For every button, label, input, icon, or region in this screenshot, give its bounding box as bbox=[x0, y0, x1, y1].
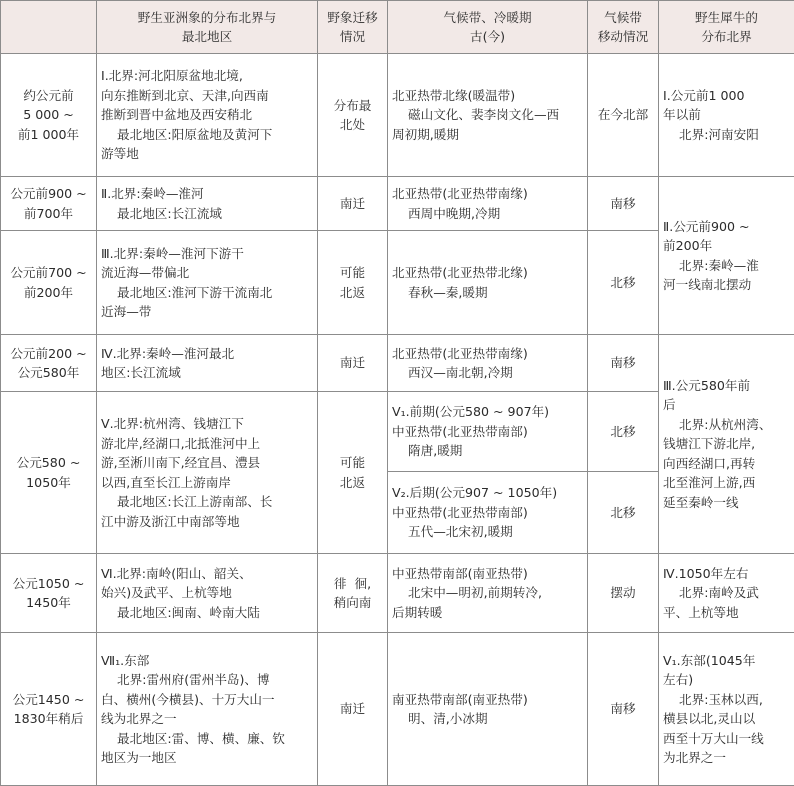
cell-line: 古(今) bbox=[469, 29, 505, 44]
header-rhino-range bbox=[659, 1, 794, 54]
cell-line: 江中游及浙江中南部等地 bbox=[101, 513, 240, 529]
cell-line: 情况 bbox=[339, 29, 366, 44]
cell-line: 摆动 bbox=[610, 585, 636, 601]
cell-line: 野象迁移 bbox=[327, 9, 378, 25]
migration-cell bbox=[318, 231, 388, 335]
climate-cell bbox=[388, 554, 588, 633]
climate-cell bbox=[388, 472, 588, 554]
zone-shift-cell bbox=[588, 231, 659, 335]
cell-line: 北亚热带(北亚热带南缘) bbox=[392, 186, 528, 201]
cell-line: 北界:秦岭—淮 bbox=[663, 257, 759, 273]
cell-line: 后期转暖 bbox=[392, 604, 443, 620]
cell-line: 公元580 ~ bbox=[16, 455, 81, 470]
cell-line: 流近海—带偏北 bbox=[101, 265, 190, 280]
cell-line: 徘 徊, bbox=[333, 575, 372, 591]
cell-line: 横县以北,灵山以 bbox=[663, 711, 756, 726]
cell-line: 移动情况 bbox=[597, 29, 649, 44]
cell-line: 5 000 ~ bbox=[23, 107, 74, 123]
cell-line: 南迁 bbox=[339, 701, 366, 717]
table-row bbox=[1, 335, 794, 392]
cell-line: 后 bbox=[663, 397, 676, 413]
cell-line: Ⅲ.北界:秦岭—淮河下游干 bbox=[101, 245, 244, 261]
cell-line: 南亚热带南部(南亚热带) bbox=[392, 691, 528, 707]
cell-line: 可能 bbox=[339, 455, 366, 470]
cell-line: 年以前 bbox=[663, 107, 701, 123]
cell-line: 最北地区:淮河下游干流南北 bbox=[101, 284, 273, 300]
elephant-range-cell bbox=[97, 392, 318, 554]
zone-shift-cell bbox=[588, 554, 659, 633]
cell-line: 游等地 bbox=[101, 146, 139, 162]
header-elephant-range bbox=[97, 1, 318, 54]
cell-line: 最北地区:阳原盆地及黄河下 bbox=[101, 126, 273, 142]
cell-line: 线为北界之一 bbox=[101, 711, 177, 726]
cell-line: 延至秦岭一线 bbox=[663, 494, 739, 510]
cell-line: 平、上杭等地 bbox=[663, 604, 739, 620]
cell-line: 北界:河南安阳 bbox=[663, 126, 759, 142]
climate-cell bbox=[388, 335, 588, 392]
cell-line: Ⅲ.公元580年前 bbox=[663, 377, 751, 393]
elephant-range-cell bbox=[97, 633, 318, 786]
cell-line: 地区为一地区 bbox=[101, 750, 177, 765]
cell-line: 1450年 bbox=[26, 595, 71, 610]
cell-line: 公元1450 ~ bbox=[12, 691, 85, 707]
cell-line: 隋唐,暖期 bbox=[392, 443, 463, 459]
cell-line: 气候带、冷暖期 bbox=[443, 9, 532, 25]
cell-line: Ⅴ₁.东部(1045年 bbox=[663, 652, 756, 668]
cell-line: 向西经湖口,再转 bbox=[663, 455, 756, 471]
cell-line: 北亚热带(北亚热带北缘) bbox=[392, 265, 528, 280]
cell-line: 最北地区:长江流域 bbox=[101, 205, 223, 221]
cell-line: 五代—北宋初,暖期 bbox=[392, 524, 513, 540]
period-cell bbox=[1, 54, 97, 177]
cell-line: 公元前700 ~ bbox=[10, 265, 87, 280]
zone-shift-cell bbox=[588, 392, 659, 472]
period-cell bbox=[1, 177, 97, 231]
cell-line: 在今北部 bbox=[597, 107, 649, 123]
cell-line: 以西,直至长江上游南岸 bbox=[101, 474, 231, 490]
cell-line: 北界:南岭及武 bbox=[663, 585, 759, 601]
cell-line: 西至十万大山一线 bbox=[663, 730, 764, 746]
cell-line: Ⅴ₂.后期(公元907 ~ 1050年) bbox=[392, 485, 558, 501]
cell-line: 前700年 bbox=[23, 205, 74, 221]
cell-line: 分布北界 bbox=[701, 29, 752, 44]
cell-line: 游北岸,经湖口,北抵淮河中上 bbox=[101, 435, 261, 451]
period-cell bbox=[1, 633, 97, 786]
elephant-range-cell bbox=[97, 177, 318, 231]
cell-line: 前200年 bbox=[23, 284, 74, 300]
rhino-range-cell bbox=[659, 554, 794, 633]
cell-line: 稍向南 bbox=[333, 595, 372, 610]
table-row bbox=[1, 54, 794, 177]
rhino-range-cell bbox=[659, 177, 794, 335]
cell-line: Ⅳ.1050年左右 bbox=[663, 565, 749, 581]
cell-line: 北亚热带北缘(暖温带) bbox=[392, 87, 516, 103]
cell-line: Ⅰ.北界:河北阳原盆地北境, bbox=[101, 68, 243, 84]
cell-line: 南移 bbox=[610, 195, 636, 211]
cell-line: 最北地区:闽南、岭南大陆 bbox=[101, 604, 260, 620]
cell-line: 向东推断到北京、天津,向西南 bbox=[101, 87, 269, 103]
cell-line: 公元580年 bbox=[17, 365, 80, 380]
cell-line: 南迁 bbox=[339, 355, 366, 371]
migration-cell bbox=[318, 554, 388, 633]
cell-line: 公元前200 ~ bbox=[10, 345, 87, 361]
cell-line: 北处 bbox=[339, 117, 366, 132]
period-cell bbox=[1, 554, 97, 633]
cell-line: Ⅶ₁.东部 bbox=[101, 652, 150, 668]
period-cell bbox=[1, 335, 97, 392]
cell-line: 西汉—南北朝,冷期 bbox=[392, 365, 513, 380]
cell-line: 钱塘江下游北岸, bbox=[663, 436, 756, 452]
climate-cell bbox=[388, 177, 588, 231]
cell-line: 北返 bbox=[339, 474, 366, 490]
cell-line: 春秋—秦,暖期 bbox=[392, 284, 488, 300]
zone-shift-cell bbox=[588, 472, 659, 554]
cell-line: 中亚热带(北亚热带南部) bbox=[392, 423, 528, 439]
table-row bbox=[1, 554, 794, 633]
elephant-range-cell bbox=[97, 54, 318, 177]
period-cell bbox=[1, 231, 97, 335]
elephant-range-cell bbox=[97, 554, 318, 633]
cell-line: Ⅵ.北界:南岭(阳山、韶关、 bbox=[101, 565, 252, 581]
cell-line: 最北地区:长江上游南部、长 bbox=[101, 494, 273, 509]
header-zone-shift bbox=[588, 1, 659, 54]
header-climate-period bbox=[388, 1, 588, 54]
zone-shift-cell bbox=[588, 177, 659, 231]
migration-cell bbox=[318, 54, 388, 177]
period-cell bbox=[1, 392, 97, 554]
cell-line: 约公元前 bbox=[23, 87, 74, 103]
cell-line: 北移 bbox=[610, 504, 636, 520]
table-row bbox=[1, 177, 794, 231]
migration-cell bbox=[318, 177, 388, 231]
migration-cell bbox=[318, 335, 388, 392]
cell-line: 可能 bbox=[339, 265, 366, 280]
cell-line: 气候带 bbox=[604, 9, 642, 25]
cell-line: 前200年 bbox=[663, 238, 713, 253]
cell-line: Ⅰ.公元前1 000 bbox=[663, 87, 745, 103]
elephant-range-cell bbox=[97, 231, 318, 335]
migration-cell bbox=[318, 633, 388, 786]
cell-line: 南移 bbox=[610, 355, 636, 371]
elephant-range-cell bbox=[97, 335, 318, 392]
cell-line: 游,至淅川南下,经宜昌、澧县 bbox=[101, 455, 261, 470]
cell-line: 北至淮河上游,西 bbox=[663, 475, 756, 491]
rhino-range-cell bbox=[659, 54, 794, 177]
cell-line: 北亚热带(北亚热带南缘) bbox=[392, 345, 528, 361]
cell-line: 为北界之一 bbox=[663, 750, 726, 765]
cell-line: 近海—带 bbox=[101, 304, 152, 319]
cell-line: Ⅱ.北界:秦岭—淮河 bbox=[101, 186, 204, 201]
cell-line: 南迁 bbox=[339, 195, 366, 211]
climate-cell bbox=[388, 633, 588, 786]
cell-line: 中亚热带(北亚热带南部) bbox=[392, 504, 528, 520]
table-row bbox=[1, 633, 794, 786]
cell-line: Ⅴ.北界:杭州湾、钱塘江下 bbox=[101, 416, 244, 431]
cell-line: 北移 bbox=[610, 274, 636, 290]
cell-line: 白、横州(今横县)、十万大山一 bbox=[101, 691, 275, 707]
cell-line: 1830年稍后 bbox=[13, 711, 84, 726]
cell-line: 公元1050 ~ bbox=[12, 575, 85, 591]
cell-line: 始兴)及武平、上杭等地 bbox=[101, 585, 232, 601]
climate-cell bbox=[388, 392, 588, 472]
zone-shift-cell bbox=[588, 335, 659, 392]
cell-line: 野生犀牛的 bbox=[695, 9, 758, 25]
climate-cell bbox=[388, 54, 588, 177]
cell-line: 磁山文化、裴李岗文化—西 bbox=[392, 107, 560, 123]
cell-line: 分布最 bbox=[333, 97, 372, 113]
cell-line: 最北地区 bbox=[181, 29, 233, 44]
header-row bbox=[1, 1, 794, 54]
cell-line: 北宋中—明初,前期转冷, bbox=[392, 585, 542, 601]
cell-line: 北移 bbox=[610, 423, 636, 439]
climate-cell bbox=[388, 231, 588, 335]
cell-line: 左右) bbox=[663, 672, 694, 687]
cell-line: Ⅴ₁.前期(公元580 ~ 907年) bbox=[392, 404, 550, 420]
cell-line: 1050年 bbox=[26, 474, 71, 490]
cell-line: Ⅱ.公元前900 ~ bbox=[663, 218, 750, 234]
migration-cell bbox=[318, 392, 388, 554]
cell-line: 公元前900 ~ bbox=[10, 186, 87, 201]
zone-shift-cell bbox=[588, 633, 659, 786]
cell-line: 北返 bbox=[339, 284, 366, 300]
cell-line: Ⅳ.北界:秦岭—淮河最北 bbox=[101, 345, 235, 361]
cell-line: 北界:雷州府(雷州半岛)、博 bbox=[101, 672, 270, 687]
cell-line: 前1 000年 bbox=[17, 126, 80, 142]
rhino-range-cell bbox=[659, 633, 794, 786]
cell-line: 北界:玉林以西, bbox=[663, 691, 763, 707]
cell-line: 野生亚洲象的分布北界与 bbox=[137, 9, 277, 25]
cell-line: 推断到晋中盆地及西安稍北 bbox=[101, 107, 253, 123]
header-migration bbox=[318, 1, 388, 54]
rhino-range-cell bbox=[659, 335, 794, 554]
cell-line: 北界:从杭州湾、 bbox=[663, 416, 772, 432]
cell-line: 中亚热带南部(南亚热带) bbox=[392, 565, 528, 581]
cell-line: 周初期,暖期 bbox=[392, 126, 459, 142]
zone-shift-cell bbox=[588, 54, 659, 177]
header-period bbox=[1, 1, 97, 54]
cell-line: 地区:长江流域 bbox=[101, 365, 181, 380]
cell-line: 明、清,小冰期 bbox=[392, 711, 488, 726]
cell-line: 最北地区:雷、博、横、廉、钦 bbox=[101, 730, 285, 746]
cell-line: 西周中晚期,冷期 bbox=[392, 205, 501, 221]
cell-line: 河一线南北摆动 bbox=[663, 277, 752, 292]
cell-line: 南移 bbox=[610, 701, 636, 717]
